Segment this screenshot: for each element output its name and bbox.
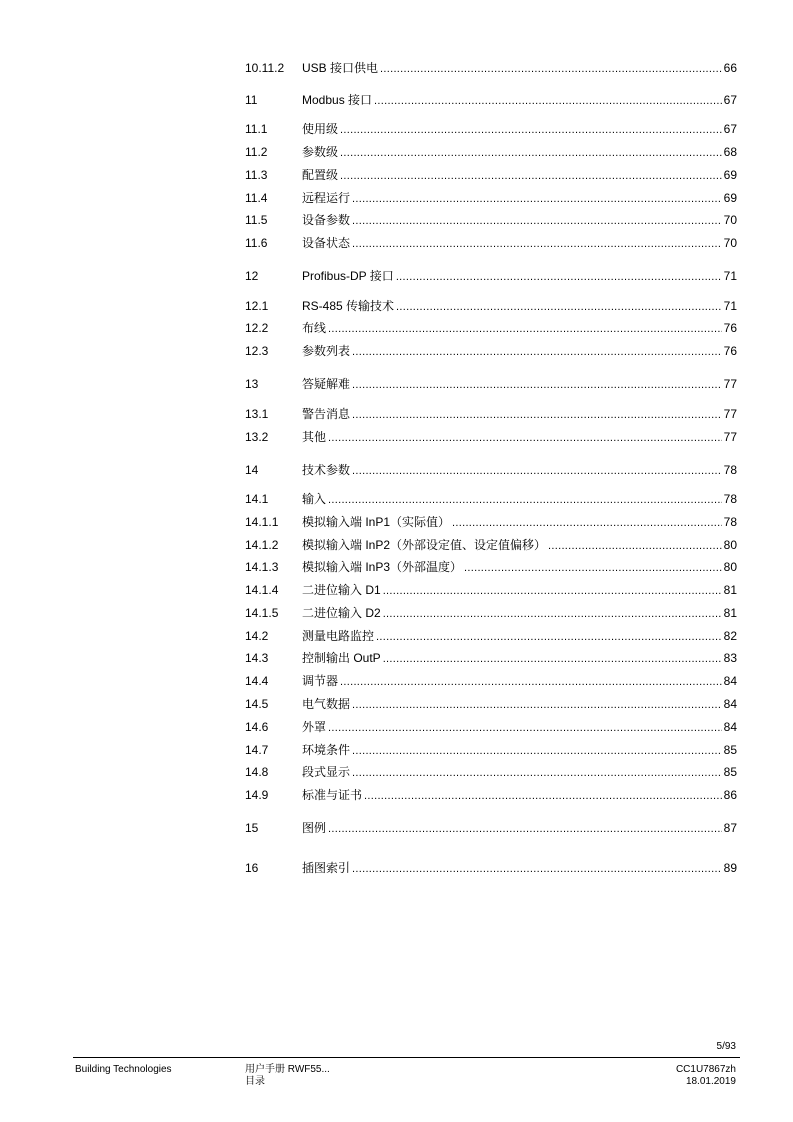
toc-entry-line — [302, 673, 737, 689]
toc-entry-title: 二进位输入 D2 — [302, 606, 381, 620]
toc-entry-title: 测量电路监控 — [302, 629, 375, 643]
toc-entry-number: 13.2 — [245, 430, 269, 444]
toc-entry[interactable] — [245, 320, 737, 336]
toc-dot-leader — [548, 538, 722, 553]
toc-entry-title: Modbus 接口 — [302, 93, 373, 107]
toc-dot-leader — [374, 93, 722, 108]
toc-entry[interactable] — [245, 673, 737, 689]
toc-entry-title: 答疑解难 — [302, 377, 351, 391]
toc-entry-line — [302, 628, 737, 644]
toc-entry-page: 69 — [723, 191, 737, 205]
toc-entry-page: 87 — [723, 821, 737, 835]
toc-entry-line — [302, 60, 737, 76]
toc-dot-leader — [328, 492, 722, 507]
toc-entry-line — [302, 582, 737, 598]
footer-doc-number: CC1U7867zh — [675, 1064, 736, 1075]
toc-entry-line — [302, 376, 737, 392]
toc-entry-title: 警告消息 — [302, 407, 351, 421]
toc-entry-title: 其他 — [302, 430, 327, 444]
toc-dot-leader — [383, 583, 722, 598]
toc-entry-line — [302, 462, 737, 478]
toc-entry-line — [302, 559, 737, 575]
toc-entry-page: 78 — [723, 492, 737, 506]
footer-section-name: 目录 — [245, 1076, 265, 1087]
toc-dot-leader — [340, 674, 722, 689]
toc-dot-leader — [352, 377, 722, 392]
toc-entry-page: 70 — [723, 213, 737, 227]
toc-entry[interactable] — [245, 406, 737, 422]
toc-dot-leader — [352, 407, 722, 422]
toc-dot-leader — [383, 606, 722, 621]
toc-entry[interactable] — [245, 860, 737, 876]
toc-entry[interactable] — [245, 628, 737, 644]
toc-entry-page: 83 — [723, 651, 737, 665]
toc-entry-page: 80 — [723, 538, 737, 552]
toc-entry-number: 12.3 — [245, 344, 269, 358]
toc-entry[interactable] — [245, 92, 737, 108]
toc-entry-number: 10.11.2 — [245, 61, 285, 75]
toc-entry-title: 调节器 — [302, 674, 339, 688]
toc-entry-number: 14.4 — [245, 674, 269, 688]
footer-document-info — [245, 1064, 330, 1088]
toc-entry[interactable] — [245, 605, 737, 621]
toc-dot-leader — [352, 463, 722, 478]
page-counter: 5/93 — [716, 1041, 736, 1052]
toc-entry-title: 控制输出 OutP — [302, 651, 381, 665]
footer-document-id — [676, 1064, 736, 1088]
toc-entry-number: 12 — [245, 269, 259, 283]
toc-entry[interactable] — [245, 235, 737, 251]
toc-entry[interactable] — [245, 514, 737, 530]
toc-entry[interactable] — [245, 787, 737, 803]
toc-entry-title: 参数列表 — [302, 344, 351, 358]
toc-entry-number: 14.1.5 — [245, 606, 279, 620]
toc-entry-page: 89 — [723, 861, 737, 875]
toc-entry-title: 参数级 — [302, 145, 339, 159]
toc-dot-leader — [352, 861, 722, 876]
toc-entry[interactable] — [245, 742, 737, 758]
toc-entry[interactable] — [245, 298, 737, 314]
toc-entry-number: 12.2 — [245, 321, 269, 335]
toc-entry[interactable] — [245, 343, 737, 359]
toc-entry-page: 84 — [723, 697, 737, 711]
toc-entry-title: 远程运行 — [302, 191, 351, 205]
toc-dot-leader — [340, 122, 722, 137]
toc-entry-number: 11 — [245, 93, 258, 107]
toc-entry[interactable] — [245, 190, 737, 206]
toc-entry-line — [302, 212, 737, 228]
toc-entry-number: 15 — [245, 821, 259, 835]
toc-entry-page: 85 — [723, 743, 737, 757]
toc-entry-page: 78 — [723, 515, 737, 529]
toc-entry-title: 环境条件 — [302, 743, 351, 757]
toc-entry-number: 11.2 — [245, 145, 268, 159]
toc-dot-leader — [352, 236, 722, 251]
toc-dot-leader — [340, 168, 722, 183]
toc-dot-leader — [328, 430, 722, 445]
toc-entry-number: 14.6 — [245, 720, 269, 734]
toc-entry-number: 11.5 — [245, 213, 268, 227]
toc-entry-page: 77 — [723, 430, 737, 444]
toc-entry-number: 14.1.2 — [245, 538, 279, 552]
toc-entry-line — [302, 764, 737, 780]
toc-dot-leader — [352, 765, 722, 780]
toc-entry-title: 布线 — [302, 321, 327, 335]
toc-dot-leader — [383, 651, 722, 666]
toc-entry[interactable] — [245, 582, 737, 598]
toc-entry-page: 85 — [723, 765, 737, 779]
toc-entry-number: 14.5 — [245, 697, 269, 711]
toc-entry-number: 16 — [245, 861, 259, 875]
toc-entry-page: 82 — [723, 629, 737, 643]
toc-entry-page: 71 — [723, 299, 737, 313]
toc-dot-leader — [352, 743, 722, 758]
toc-entry-line — [302, 268, 737, 284]
toc-entry-title: 标准与证书 — [302, 788, 363, 802]
toc-entry-page: 66 — [723, 61, 737, 75]
toc-entry-title: 输入 — [302, 492, 327, 506]
toc-entry[interactable] — [245, 764, 737, 780]
toc-entry-line — [302, 650, 737, 666]
toc-dot-leader — [352, 344, 722, 359]
toc-entry-page: 84 — [723, 674, 737, 688]
toc-entry-line — [302, 343, 737, 359]
toc-dot-leader — [340, 145, 722, 160]
toc-entry-line — [302, 742, 737, 758]
toc-dot-leader — [352, 191, 722, 206]
toc-entry-line — [302, 144, 737, 160]
toc-entry-page: 81 — [723, 606, 737, 620]
toc-entry[interactable] — [245, 121, 737, 137]
toc-dot-leader — [452, 515, 722, 530]
toc-entry[interactable] — [245, 559, 737, 575]
toc-entry-title: 图例 — [302, 821, 327, 835]
toc-entry[interactable] — [245, 491, 737, 507]
toc-entry-title: 模拟输入端 InP1（实际值） — [302, 515, 451, 529]
toc-entry[interactable] — [245, 537, 737, 553]
toc-entry[interactable] — [245, 268, 737, 284]
toc-entry[interactable] — [245, 60, 737, 76]
toc-entry-line — [302, 696, 737, 712]
toc-entry-line — [302, 860, 737, 876]
toc-entry-title: 设备参数 — [302, 213, 351, 227]
toc-entry-line — [302, 605, 737, 621]
toc-dot-leader — [328, 321, 722, 336]
toc-entry-page: 78 — [723, 463, 737, 477]
toc-entry[interactable] — [245, 696, 737, 712]
toc-entry-line — [302, 121, 737, 137]
toc-entry-page: 86 — [723, 788, 737, 802]
toc-entry-number: 11.6 — [245, 236, 268, 250]
toc-entry-title: 设备状态 — [302, 236, 351, 250]
toc-entry-page: 68 — [723, 145, 737, 159]
toc-entry-title: USB 接口供电 — [302, 61, 379, 75]
toc-entry-page: 77 — [723, 407, 737, 421]
toc-entry-page: 67 — [723, 122, 737, 136]
toc-entry-line — [302, 406, 737, 422]
toc-entry-title: 模拟输入端 InP2（外部设定值、设定值偏移） — [302, 538, 547, 552]
toc-entry-page: 71 — [723, 269, 737, 283]
toc-entry-line — [302, 429, 737, 445]
toc-entry[interactable] — [245, 650, 737, 666]
toc-entry-number: 14.7 — [245, 743, 269, 757]
toc-entry-title: 段式显示 — [302, 765, 351, 779]
footer-manual-title: 用户手册 RWF55... — [245, 1064, 330, 1075]
toc-entry-line — [302, 167, 737, 183]
toc-entry-title: 二进位输入 D1 — [302, 583, 381, 597]
toc-entry-number: 11.1 — [245, 122, 268, 136]
toc-entry[interactable] — [245, 212, 737, 228]
toc-entry-line — [302, 537, 737, 553]
toc-entry-page: 77 — [723, 377, 737, 391]
toc-entry-number: 14 — [245, 463, 259, 477]
toc-entry-number: 14.2 — [245, 629, 269, 643]
toc-entry-line — [302, 235, 737, 251]
toc-dot-leader — [380, 61, 722, 76]
toc-entry-page: 70 — [723, 236, 737, 250]
toc-entry-title: 电气数据 — [302, 697, 351, 711]
toc-entry-title: 外罩 — [302, 720, 327, 734]
toc-dot-leader — [328, 720, 722, 735]
toc-entry[interactable] — [245, 376, 737, 392]
toc-entry[interactable] — [245, 820, 737, 836]
toc-entry-number: 14.1.4 — [245, 583, 279, 597]
footer-divider — [73, 1057, 740, 1058]
toc-entry-number: 14.1.3 — [245, 560, 279, 574]
toc-dot-leader — [396, 269, 722, 284]
toc-entry-number: 14.3 — [245, 651, 269, 665]
toc-entry-line — [302, 190, 737, 206]
toc-entry-number: 14.1.1 — [245, 515, 279, 529]
footer-date: 18.01.2019 — [685, 1076, 736, 1087]
toc-entry-title: 插图索引 — [302, 861, 351, 875]
toc-dot-leader — [396, 299, 722, 314]
toc-entry-title: 模拟输入端 InP3（外部温度） — [302, 560, 463, 574]
toc-entry-page: 76 — [723, 344, 737, 358]
toc-entry-number: 14.1 — [245, 492, 269, 506]
toc-entry-line — [302, 92, 737, 108]
toc-dot-leader — [352, 213, 722, 228]
toc-entry-page: 67 — [723, 93, 737, 107]
toc-entry-number: 11.3 — [245, 168, 268, 182]
toc-entry-line — [302, 820, 737, 836]
toc-dot-leader — [328, 821, 722, 836]
toc-entry[interactable] — [245, 462, 737, 478]
toc-entry-number: 14.8 — [245, 765, 269, 779]
toc-entry-title: 技术参数 — [302, 463, 351, 477]
toc-entry-line — [302, 491, 737, 507]
toc-entry-line — [302, 787, 737, 803]
toc-entry-page: 81 — [723, 583, 737, 597]
toc-entry[interactable] — [245, 719, 737, 735]
toc-entry[interactable] — [245, 429, 737, 445]
toc-entry-number: 13.1 — [245, 407, 269, 421]
footer-company: Building Technologies — [75, 1064, 172, 1075]
toc-entry[interactable] — [245, 167, 737, 183]
toc-entry[interactable] — [245, 144, 737, 160]
toc-entry-title: Profibus-DP 接口 — [302, 269, 394, 283]
toc-dot-leader — [464, 560, 722, 575]
toc-dot-leader — [352, 697, 722, 712]
toc-entry-page: 69 — [723, 168, 737, 182]
toc-entry-title: 配置级 — [302, 168, 339, 182]
toc-entry-title: 使用级 — [302, 122, 339, 136]
toc-entry-line — [302, 320, 737, 336]
toc-entry-number: 13 — [245, 377, 259, 391]
toc-dot-leader — [364, 788, 722, 803]
toc-dot-leader — [376, 629, 722, 644]
toc-entry-line — [302, 298, 737, 314]
toc-entry-number: 11.4 — [245, 191, 268, 205]
toc-entry-number: 12.1 — [245, 299, 269, 313]
toc-entry-page: 80 — [723, 560, 737, 574]
toc-entry-line — [302, 514, 737, 530]
toc-entry-page: 84 — [723, 720, 737, 734]
toc-entry-line — [302, 719, 737, 735]
toc-entry-number: 14.9 — [245, 788, 269, 802]
toc-entry-title: RS-485 传输技术 — [302, 299, 395, 313]
toc-entry-page: 76 — [723, 321, 737, 335]
